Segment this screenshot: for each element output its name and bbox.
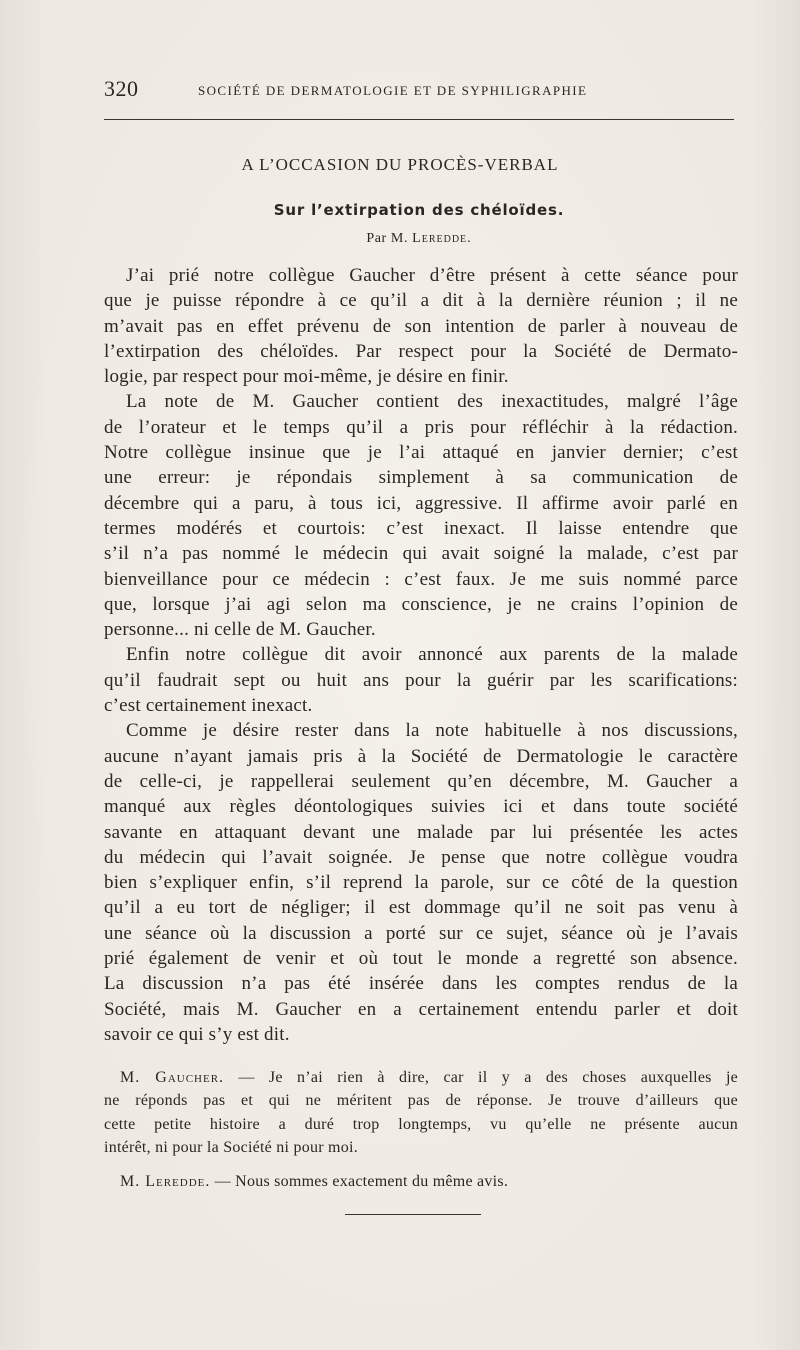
- text-line: intérêt, ni pour la Société ni pour moi.: [104, 1139, 358, 1157]
- text-line: de l’orateur et le temps qu’il a pris pour réfléchir à la rédaction.: [104, 416, 738, 438]
- header-rule: [104, 119, 734, 120]
- text-line: décembre qui a paru, à tous ici, aggressive. Il affirme avoir parlé en: [104, 492, 738, 514]
- text-line: m’avait pas en effet prévenu de son intention de parler à nouveau de: [104, 315, 738, 337]
- text-line: du médecin qui l’avait soignée. Je pense que notre collègue voudra: [104, 846, 738, 868]
- text-line: cette petite histoire a duré trop longtemps, vu qu’elle ne présente aucun: [104, 1115, 738, 1133]
- section-title: A L’OCCASION DU PROCÈS-VERBAL: [241, 155, 559, 174]
- text-line: de celle-ci, je rappellerai seulement qu’en décembre, M. Gaucher a: [104, 770, 738, 792]
- speaker-name: M. Leredde.: [120, 1172, 211, 1190]
- speaker-name: M. Gaucher.: [120, 1069, 225, 1086]
- paragraph: [104, 389, 738, 642]
- text-line: J’ai prié notre collègue Gaucher d’être présent à cette séance pour: [126, 265, 738, 286]
- text-line: s’il n’a pas nommé le médecin qui avait soigné la malade, c’est par: [104, 543, 738, 565]
- text-line: une erreur: je répondais simplement à sa communication de: [104, 467, 738, 489]
- text-line: prié également de venir et où tout le monde a regretté son absence.: [104, 948, 738, 970]
- article-body: [104, 263, 738, 1047]
- paragraph: [104, 642, 738, 718]
- text-line: savante en attaquant devant une malade par lui présentée les actes: [104, 821, 738, 843]
- text-line: La note de M. Gaucher contient des inexactitudes, malgré l’âge: [126, 391, 738, 413]
- text-line: une séance où la discussion a porté sur ce sujet, séance où je l’avais: [104, 922, 738, 944]
- text-line: manqué aux règles déontologiques suivies ici et dans toute société: [104, 796, 738, 818]
- discussion-entry: [104, 1170, 738, 1193]
- text-line: Enfin notre collègue dit avoir annoncé aux parents de la malade: [126, 644, 738, 666]
- text-line: que je puisse répondre à ce qu’il a dit à la dernière réunion ; il ne: [104, 290, 738, 312]
- text-line: [104, 1066, 738, 1089]
- journal-title: SOCIÉTÉ DE DERMATOLOGIE ET DE SYPHILIGRAPHIE: [198, 83, 588, 98]
- text-line: bienveillance pour ce médecin : c’est faux. Je me suis nommé parce: [104, 568, 738, 590]
- text-line: aucune n’ayant jamais pris à la Société de Dermatologie le caractère: [104, 745, 738, 767]
- page-number: 320: [104, 76, 139, 101]
- text-line: savoir ce qui s’y est dit.: [104, 1023, 290, 1045]
- byline-author: Leredde.: [412, 231, 472, 246]
- byline-prefix: Par M.: [366, 231, 409, 246]
- byline: [0, 231, 800, 247]
- text-line: qu’il faudrait sept ou huit ans pour la guérir par les scarifications:: [104, 669, 738, 691]
- text-line: Notre collègue insinue que je l’ai attaqué en janvier dernier; c’est: [104, 442, 738, 464]
- running-header: [104, 76, 734, 106]
- paragraph: [104, 263, 738, 389]
- text-line: c’est certainement inexact.: [104, 695, 313, 717]
- paragraph: [104, 718, 738, 1047]
- text-line: qu’il a eu tort de négliger; il est dommage qu’il ne soit pas venu à: [104, 897, 738, 919]
- text-line: que, lorsque j’ai agi selon ma conscience, je ne crains l’opinion de: [104, 593, 738, 615]
- discussion-entry: [104, 1066, 738, 1160]
- text-line: Comme je désire rester dans la note habituelle à nos discussions,: [126, 720, 738, 742]
- text-line: ne réponds pas et qui ne méritent pas de réponse. Je trouve d’ailleurs que: [104, 1092, 738, 1110]
- text-line: logie, par respect pour moi-même, je désire en finir.: [104, 366, 509, 388]
- article-title: Sur l’extirpation des chéloïdes.: [273, 201, 565, 219]
- text-line: bien s’expliquer enfin, s’il reprend la parole, sur ce côté de la question: [104, 872, 738, 894]
- text-line: Société, mais M. Gaucher en a certainement entendu parler et doit: [104, 998, 738, 1020]
- text-line: personne... ni celle de M. Gaucher.: [104, 619, 376, 641]
- text-line: [104, 1170, 738, 1193]
- discussion-section: [104, 1066, 738, 1203]
- text-line: l’extirpation des chéloïdes. Par respect pour la Société de Dermato-: [104, 340, 738, 362]
- text-line: La discussion n’a pas été insérée dans les comptes rendus de la: [104, 973, 738, 995]
- closing-rule: [345, 1214, 481, 1215]
- remark-text: — Nous sommes exactement du même avis.: [214, 1172, 509, 1190]
- text-line: termes modérés et courtois: c’est inexact. Il laisse entendre que: [104, 517, 738, 539]
- remark-text: — Je n’ai rien à dire, car il y a des choses auxquelles je: [238, 1069, 738, 1086]
